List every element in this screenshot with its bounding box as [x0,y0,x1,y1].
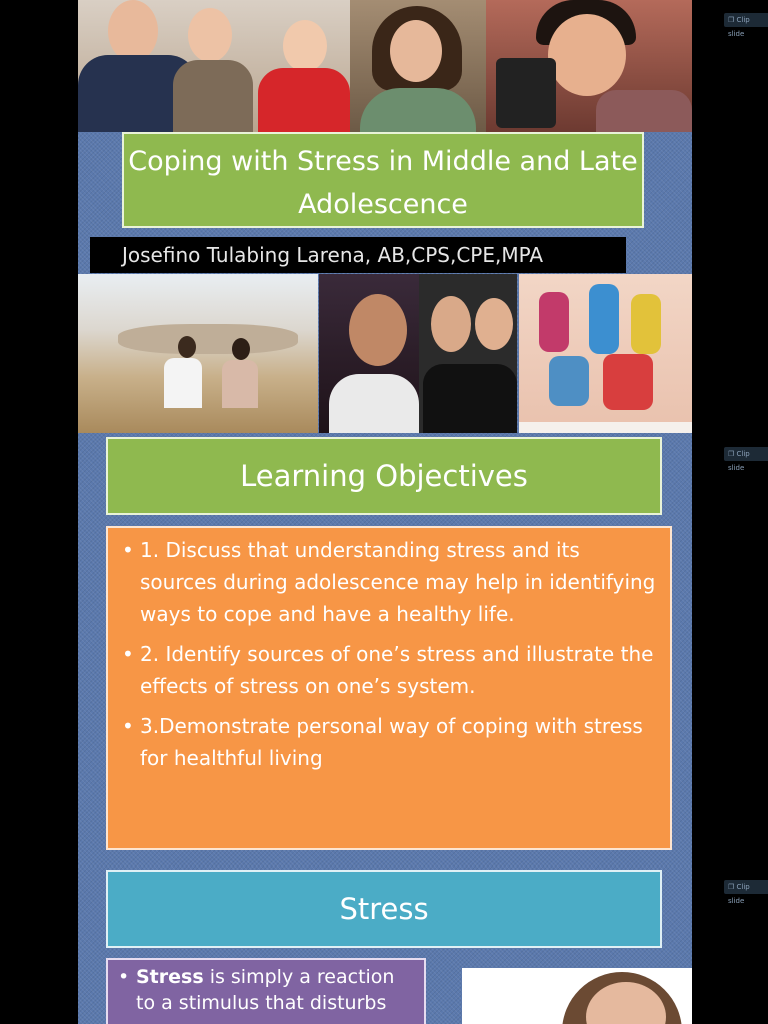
photo-boy-band [519,274,692,433]
slide-3 [78,866,692,1024]
photo-girls-selfie [319,274,517,433]
author-name: Josefino Tulabing Larena, AB,CPS,CPE,MPA [122,243,544,267]
clip-icon: ❐ [728,450,735,458]
clip-slide-button-2[interactable]: ❐ Clip slide [724,447,768,461]
objective-item: • 1. Discuss that understanding stress and its sources during adolescence may help in identifying ways to cope and have a healthy life. [116,534,660,630]
objective-item: • 3.Demonstrate personal way of coping with stress for healthful living [116,710,660,774]
photo-couple-field [78,274,318,433]
objectives-heading: Learning Objectives [240,459,528,493]
objectives-list [116,534,660,774]
photo-girl-retro [350,0,486,132]
objectives-heading-box [106,437,662,515]
photo-man-camera [486,0,692,132]
stress-heading-box [106,870,662,948]
clip-slide-button-1[interactable]: ❐ Clip slide [724,13,768,27]
clip-icon: ❐ [728,16,735,24]
photo-stressed-woman [462,968,692,1024]
stress-definition-list [112,964,418,1016]
objective-item: • 2. Identify sources of one’s stress and illustrate the effects of stress on one’s system. [116,638,660,702]
objectives-box [106,526,672,850]
stress-definition-item [112,964,418,1016]
clip-icon: ❐ [728,883,735,891]
author-bar [90,237,626,273]
photo-boys [78,0,350,132]
slide-1 [78,0,692,433]
clip-slide-button-3[interactable]: ❐ Clip slide [724,880,768,894]
presentation-title: Coping with Stress in Middle and Late Adolescence [128,146,638,220]
slide-2 [78,433,692,866]
presentation-title-box [122,132,644,228]
stress-definition-text: is simply a reaction to a stimulus that disturbs [136,966,395,1014]
stress-definition-box [106,958,426,1024]
stress-heading: Stress [339,892,429,926]
stress-term: Stress [136,966,204,988]
